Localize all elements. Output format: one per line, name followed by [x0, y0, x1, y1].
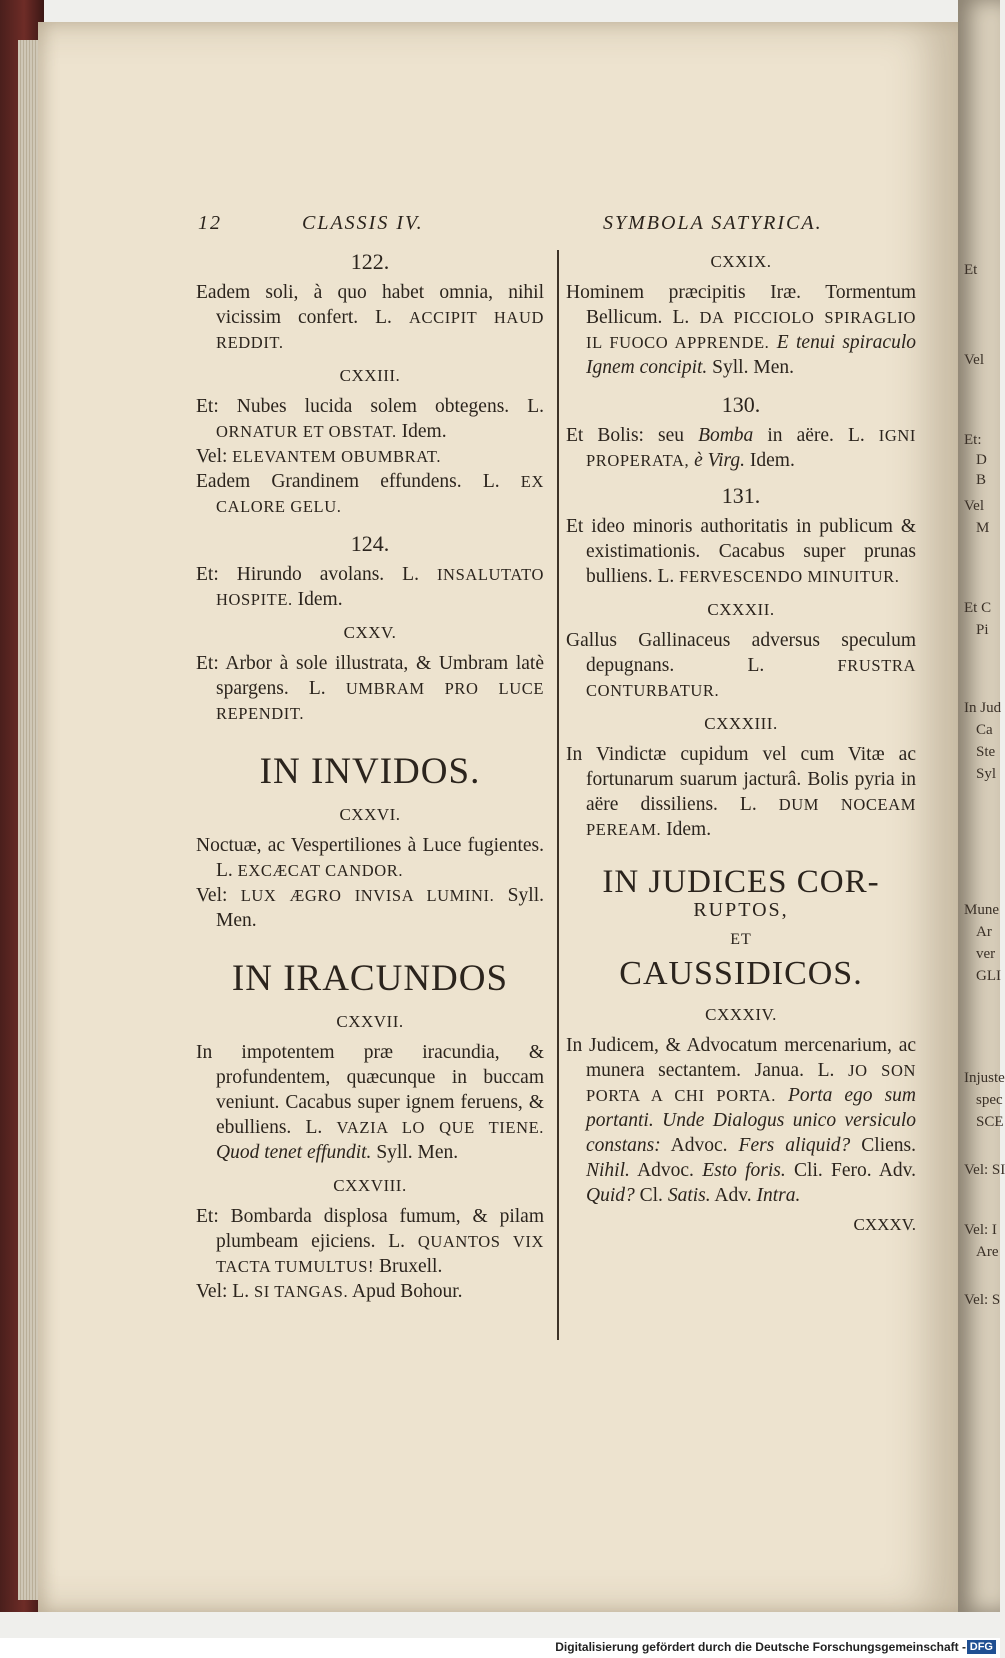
next-page-edge: [958, 0, 1005, 1612]
emblem-entry: In Vindictæ cupidum vel cum Vitæ ac fortunarum suarum jacturâ. Bolis pyria in aëre dissiliens. L. DUM NOCEAM PEREAM. Idem.: [566, 744, 916, 840]
emblem-entry: Et Bolis: seu Bomba in aëre. L. IGNI PROPERATA, è Virg. Idem.: [566, 425, 917, 471]
running-head-right: SYMBOLA SATYRICA.: [603, 212, 823, 234]
entry-number: CXXXIV.: [705, 1005, 777, 1024]
fragment: D: [976, 452, 987, 468]
emblem-entry: Hominem præcipitis Iræ. Tormentum Bellicum. L. DA PICCIOLO SPIRAGLIO IL FUOCO APPRENDE. E tenui spiraculo Ignem concipit. Syll. Men.: [566, 282, 917, 378]
section-title-conjunction: ET: [730, 931, 752, 948]
entry-number: 124.: [350, 531, 390, 556]
emblem-entry: In Judicem, & Advocatum mercenarium, ac munera sectantem. Janua. L. JO SON PORTA A CHI PORTA. Porta ego sum portanti. Unde Dialogus unico versiculo constans: Advoc. Fers aliquid? Cliens. Nihil. Advoc. Esto foris. Cli. Fero. Adv. Quid? Cl. Satis. Adv. Intra.: [566, 1035, 917, 1206]
emblem-entry: Et: Arbor à sole illustrata, & Umbram latè spargens. L. UMBRAM PRO LUCE REPENDIT.: [196, 653, 544, 723]
fragment: M: [976, 520, 990, 536]
emblem-entry: In impotentem præ iracundia, & profundentem, quæcunque in buccam veniunt. Cacabus super ignem feruens, & ebulliens. L. VAZIA LO QUE TIENE. Quod tenet effundit. Syll. Men.: [196, 1042, 544, 1163]
fragment: In Jud: [964, 700, 1002, 716]
fragment: Are: [976, 1244, 999, 1260]
fragment: Et: [964, 262, 978, 278]
section-title: IN IRACUNDOS: [231, 958, 509, 999]
entry-number: CXXVII.: [336, 1012, 404, 1031]
running-head-left: CLASSIS IV.: [302, 212, 424, 234]
emblem-entry: Eadem Grandinem effundens. L. EX CALORE GELU.: [196, 471, 544, 516]
emblem-entry: Eadem soli, à quo habet omnia, nihil vicissim confert. L. ACCIPIT HAUD REDDIT.: [196, 282, 544, 352]
entry-number: CXXVIII.: [333, 1176, 407, 1195]
fragment: Vel: SI: [964, 1162, 1005, 1178]
entry-number: CXXXIII.: [704, 714, 778, 733]
section-title: IN INVIDOS.: [259, 751, 481, 792]
fragment: spec: [976, 1092, 1003, 1108]
emblem-entry: Vel: LUX ÆGRO INVISA LUMINI. Syll. Men.: [196, 885, 544, 931]
section-title: CAUSSIDICOS.: [619, 955, 863, 992]
fragment: Ste: [976, 744, 996, 760]
emblem-entry: Et: Bombarda displosa fumum, & pilam plumbeam ejiciens. L. QUANTOS VIX TACTA TUMULTUS! Bruxell.: [196, 1206, 544, 1277]
entry-number: CXXVI.: [339, 805, 401, 824]
fragment: Vel: [964, 352, 984, 368]
page-number: 12: [198, 212, 222, 234]
entry-number: 131.: [721, 483, 761, 508]
fragment: Ca: [976, 722, 993, 738]
entry-number: CXXXII.: [707, 600, 775, 619]
section-title: IN JUDICES COR-: [602, 864, 880, 900]
fragment: ver: [976, 946, 996, 962]
fragment: Vel: [964, 498, 984, 514]
emblem-entry: Vel: L. SI TANGAS. Apud Bohour.: [196, 1281, 463, 1302]
entry-number: CXXV.: [343, 623, 397, 642]
entry-number: 130.: [721, 392, 761, 417]
emblem-entry: Vel: ELEVANTEM OBUMBRAT.: [196, 446, 442, 467]
section-title-continued: RUPTOS,: [693, 899, 789, 921]
emblem-entry: Et: Hirundo avolans. L. INSALUTATO HOSPITE. Idem.: [196, 564, 544, 610]
emblem-entry: Noctuæ, ac Vespertiliones à Luce fugientes. L. EXCÆCAT CANDOR.: [196, 835, 544, 881]
fragment: B: [976, 472, 987, 488]
emblem-entry: Et ideo minoris authoritatis in publicum & existimationis. Cacabus super prunas bulliens. L. FERVESCENDO MINUITUR.: [566, 516, 916, 587]
entry-number: CXXIX.: [710, 252, 772, 271]
right-column: [566, 247, 916, 1237]
footer-bar: [0, 1638, 1000, 1658]
emblem-entry: Gallus Gallinaceus adversus speculum depugnans. L. FRUSTRA CONTURBATUR.: [566, 630, 916, 700]
fragment: Pi: [976, 622, 989, 638]
footer-credit: Digitalisierung gefördert durch die Deutsche Forschungsgemeinschaft -: [555, 1640, 966, 1654]
dfg-logo: DFG: [967, 1640, 996, 1654]
emblem-entry: Et: Nubes lucida solem obtegens. L. ORNATUR ET OBSTAT. Idem.: [196, 396, 544, 442]
fragment: Vel: I: [964, 1222, 997, 1238]
fragment: Syl: [976, 766, 997, 782]
catchword: CXXXV.: [853, 1215, 916, 1234]
column-divider: [557, 250, 559, 1340]
fragment: Et C: [964, 600, 992, 616]
fragment: Mune: [964, 902, 999, 918]
fragment: SCE: [976, 1114, 1004, 1130]
entry-number: 122.: [350, 249, 390, 274]
fragment: Injuste: [964, 1070, 1005, 1086]
fragment: Ar: [976, 924, 992, 940]
fragment: Et:: [964, 432, 982, 448]
entry-number: CXXIII.: [339, 366, 401, 385]
fragment: Vel: S: [964, 1292, 1001, 1308]
left-column: [196, 247, 544, 1304]
fragment: GLI: [976, 968, 1001, 984]
